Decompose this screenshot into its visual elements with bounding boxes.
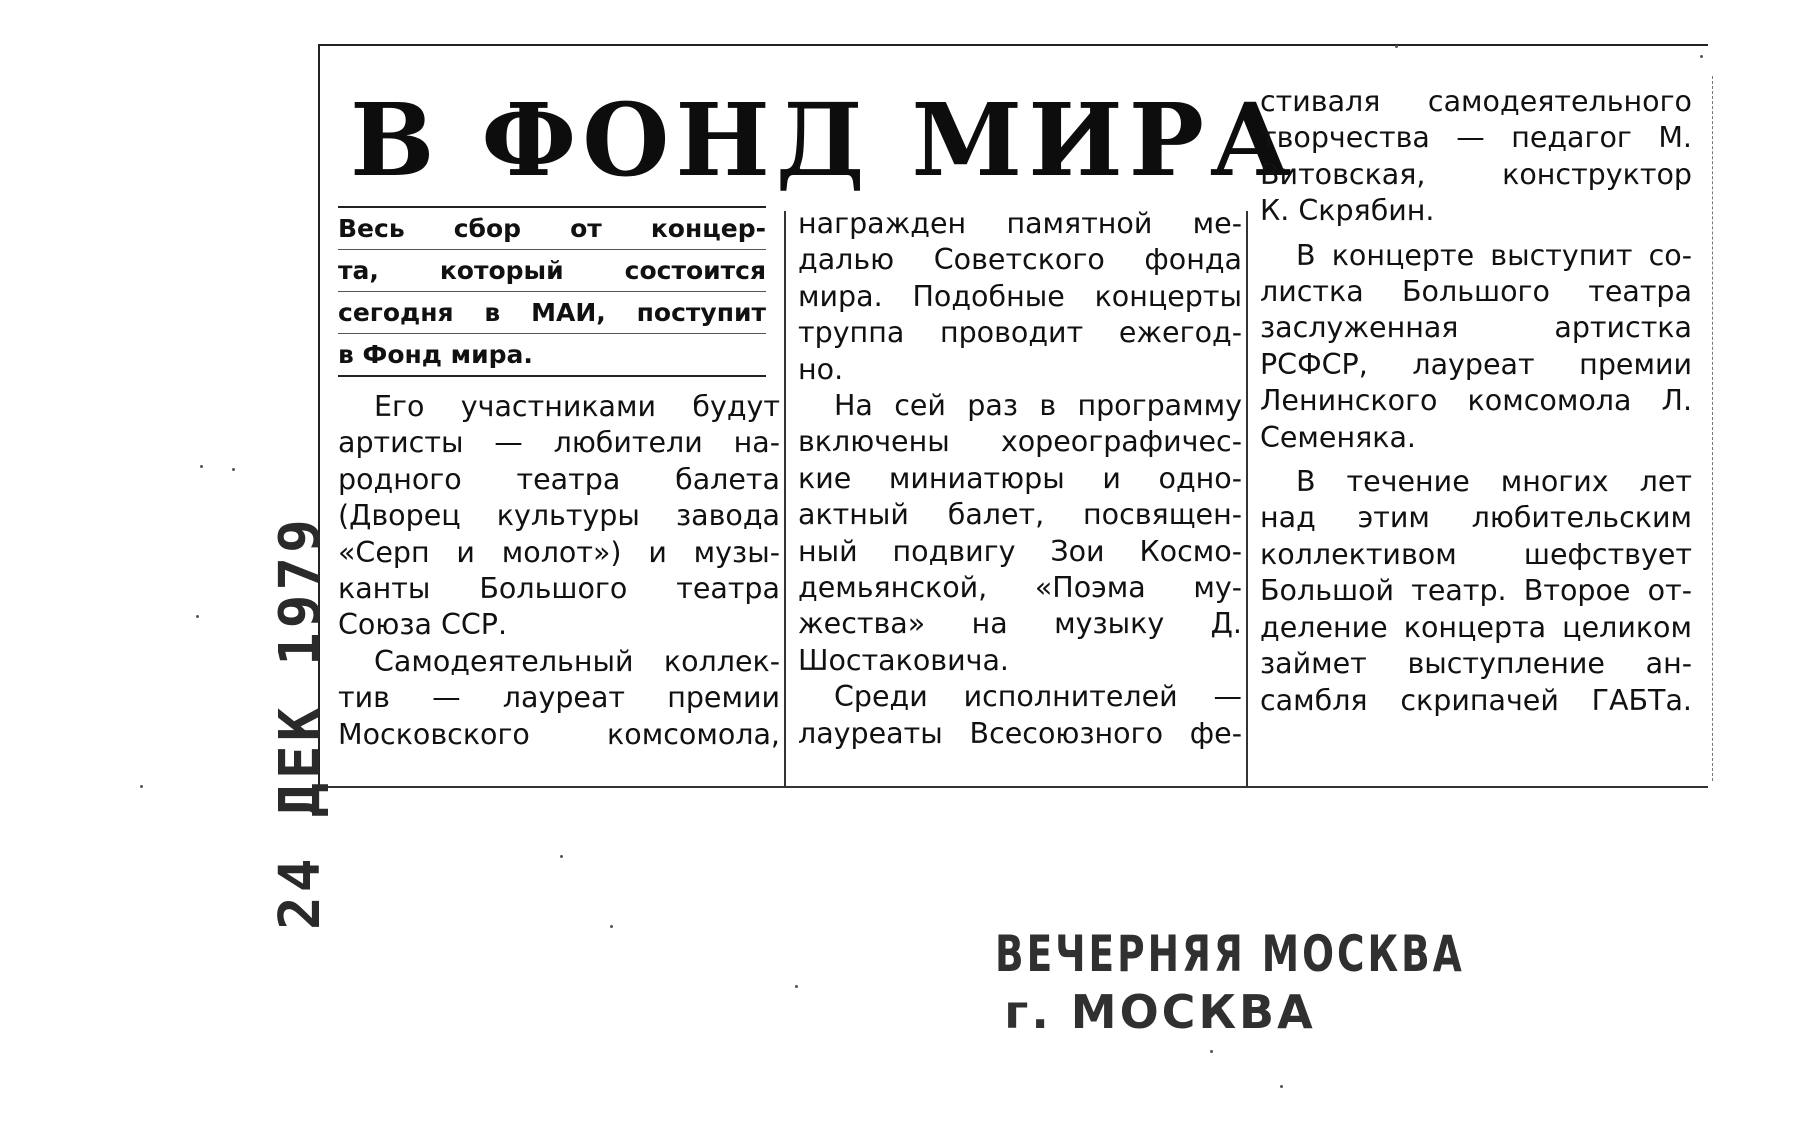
text-line: лауреаты Всесоюзного фе-: [798, 716, 1242, 750]
text-line: далью Советского фонда: [798, 243, 1242, 277]
text-line: Ленинского комсомола Л.: [1260, 384, 1692, 418]
text-line: но.: [798, 352, 844, 386]
scan-speck: [200, 465, 203, 468]
text-line: Среди исполнителей —: [834, 680, 1242, 714]
lead-line: в Фонд мира.: [338, 340, 533, 369]
newspaper-clipping: [318, 44, 1708, 788]
scan-speck: [1280, 1085, 1283, 1088]
text-line: На сей раз в программу: [834, 389, 1242, 423]
text-line: Его участниками будут: [374, 390, 780, 423]
text-line: демьянской, «Поэма му-: [798, 571, 1242, 605]
text-line: родного театра балета: [338, 462, 780, 496]
scan-speck: [232, 468, 235, 471]
text-line: артисты — любители на-: [338, 426, 780, 460]
text-line: актный балет, посвящен-: [798, 498, 1242, 532]
text-line: К. Скрябин.: [1260, 194, 1435, 228]
scan-speck: [560, 855, 563, 858]
article-column-3: [1260, 84, 1692, 719]
city-name: г. МОСКВА: [1004, 985, 1316, 1039]
text-line: труппа проводит ежегод-: [798, 316, 1242, 350]
text-line: коллективом шефствует: [1260, 537, 1692, 571]
scan-speck: [1395, 45, 1398, 48]
text-line: Витовская, конструктор: [1260, 157, 1692, 191]
text-line: жества» на музыку Д.: [798, 607, 1242, 641]
text-line: РСФСР, лауреат премии: [1260, 347, 1692, 381]
scan-speck: [795, 985, 798, 988]
lead-paragraph: [338, 206, 766, 377]
text-line: награжден памятной ме-: [798, 207, 1242, 240]
lead-line: Весь сбор от концер-: [338, 208, 766, 250]
text-line: Союза ССР.: [338, 608, 508, 642]
text-line: заслуженная артистка: [1260, 311, 1692, 345]
text-line: тив — лауреат премии: [338, 681, 780, 715]
article-column-1: [338, 389, 780, 753]
text-line: займет выступление ан-: [1260, 647, 1692, 681]
text-line: кие миниатюры и одно-: [798, 461, 1242, 495]
text-line: Самодеятельный коллек-: [374, 644, 780, 678]
clipping-edge: [1712, 76, 1713, 781]
column-rule: [1246, 211, 1248, 786]
text-line: мира. Подобные концерты: [798, 279, 1242, 313]
text-line: В концерте выступит со-: [1296, 238, 1692, 272]
article-column-2: [798, 206, 1242, 752]
text-line: стиваля самодеятельного: [1260, 85, 1692, 118]
newspaper-name: ВЕЧЕРНЯЯ МОСКВА: [995, 925, 1465, 983]
text-line: включены хореографичес-: [798, 425, 1242, 459]
headline: В ФОНД МИРА: [350, 81, 1298, 199]
text-line: самбля скрипачей ГАБТа.: [1260, 683, 1692, 717]
date-stamp: 24 ДЕК 1979: [268, 515, 333, 930]
text-line: ный подвигу Зои Космо-: [798, 534, 1242, 568]
text-line: (Дворец культуры завода: [338, 499, 780, 533]
text-line: В течение многих лет: [1296, 465, 1692, 499]
scan-speck: [140, 785, 143, 788]
scan-speck: [1700, 55, 1703, 58]
text-line: листка Большого театра: [1260, 275, 1692, 309]
scan-speck: [196, 615, 199, 618]
newspaper-stamp: [940, 925, 1465, 1039]
lead-line: сегодня в МАИ, поступит: [338, 292, 766, 334]
text-line: Шостаковича.: [798, 643, 1009, 677]
scan-speck: [1210, 1050, 1213, 1053]
lead-line: та, который состоится: [338, 250, 766, 292]
text-line: «Серп и молот») и музы-: [338, 535, 780, 569]
text-line: деление концерта целиком: [1260, 610, 1692, 644]
text-line: творчества — педагог М.: [1260, 121, 1692, 155]
text-line: Московского комсомола,: [338, 717, 780, 751]
text-line: Большой театр. Второе от-: [1260, 574, 1692, 608]
scan-speck: [610, 925, 613, 928]
text-line: Семеняка.: [1260, 420, 1416, 454]
column-rule: [784, 211, 786, 786]
text-line: над этим любительским: [1260, 501, 1692, 535]
text-line: канты Большого театра: [338, 572, 780, 606]
